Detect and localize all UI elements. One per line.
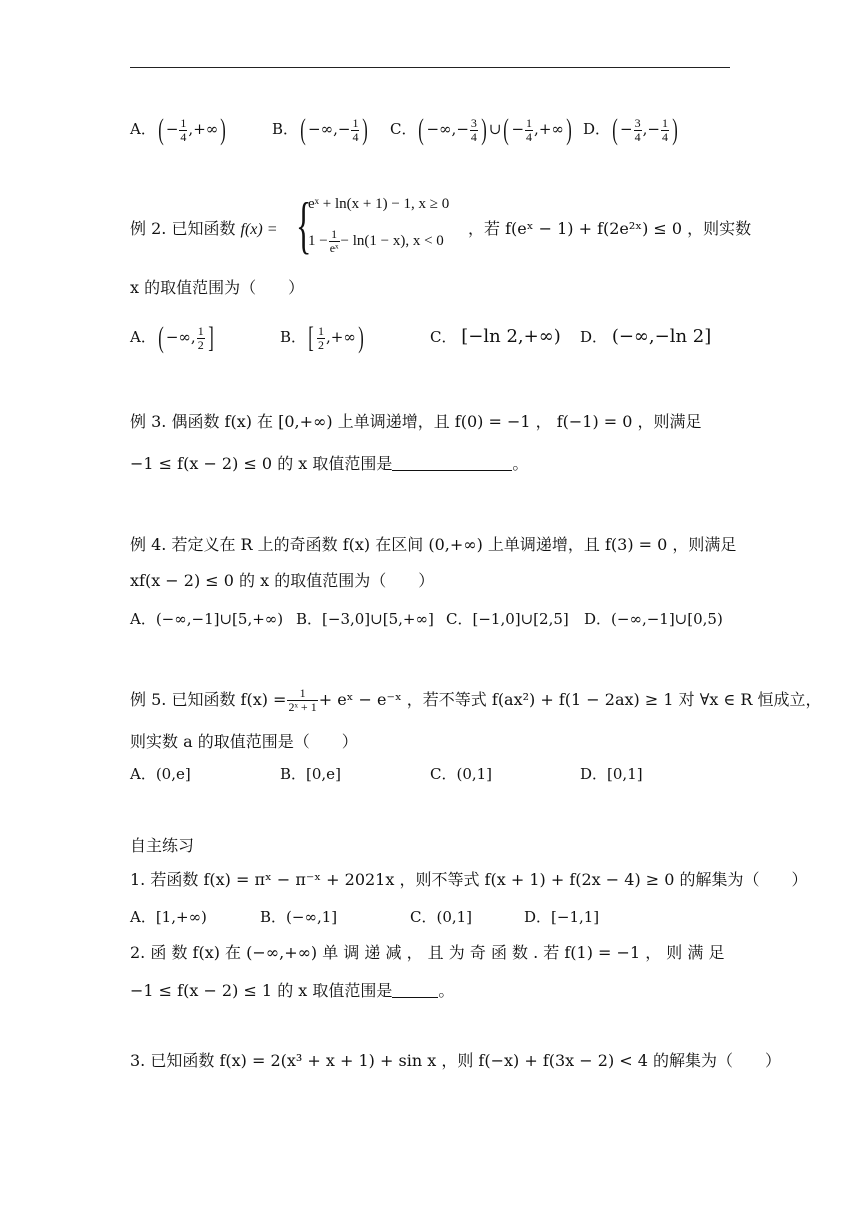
- ex4-option-d[interactable]: D．(−∞,−1]∪[0,5): [584, 610, 723, 628]
- practice-3: 3. 已知函数 f(x) = 2(x³ + x + 1) + sin x ，则 f(−x) + f(3x − 2) < 4 的解集为（ ）: [130, 1051, 782, 1070]
- ex5-line-2: 则实数 a 的取值范围是（ ）: [130, 732, 358, 751]
- q1-option-d[interactable]: D．( − $\frac{3}{4}$ ,− $\frac{1}{4}$ ): [583, 113, 678, 146]
- ex3-line-2: −1 ≤ f(x − 2) ≤ 0 的 x 取值范围是 。: [130, 454, 529, 473]
- ex5-line-1: 例 5. 已知函数 f(x) = $\frac{1}{\text{2ˣ + 1}}$ + eˣ − e⁻ˣ ，若不等式 f(ax²) + f(1 − 2ax) ≥ 1 对 ∀x ∈ R 恒成立，: [130, 686, 822, 714]
- q1-option-b[interactable]: B．( −∞,− $\frac{1}{4}$ ): [272, 113, 369, 146]
- ex2-condition: ，若 f(eˣ − 1) + f(2e²ˣ) ≤ 0 ，则实数: [468, 219, 752, 238]
- ex5-option-a[interactable]: A．(0,e]: [130, 765, 191, 783]
- ex2-question: x 的取值范围为（ ）: [130, 278, 305, 297]
- ex4-option-c[interactable]: C．[−1,0]∪[2,5]: [446, 610, 569, 628]
- ex4-option-b[interactable]: B．[−3,0]∪[5,+∞]: [296, 610, 434, 628]
- ex2-option-b[interactable]: B．[ $\frac{1}{2}$ ,+∞): [280, 321, 364, 354]
- ex3-line-1: 例 3. 偶函数 f(x) 在 [0,+∞) 上单调递增，且 f(0) = −1 ， f(−1) = 0 ，则满足: [130, 412, 702, 431]
- practice-1-option-a[interactable]: A．[1,+∞): [130, 908, 207, 926]
- ex2-option-c[interactable]: C． [−ln 2,+∞): [430, 326, 561, 347]
- practice-2-line-1: 2. 函 数 f(x) 在 (−∞,+∞) 单 调 递 减 ， 且 为 奇 函 数 . 若 f(1) = −1 ， 则 满 足: [130, 943, 725, 962]
- ex4-line-2: xf(x − 2) ≤ 0 的 x 的取值范围为（ ）: [130, 571, 435, 590]
- ex2-option-d[interactable]: D． (−∞,−ln 2]: [580, 326, 712, 347]
- practice-heading: 自主练习: [130, 836, 195, 855]
- practice-2-line-2: −1 ≤ f(x − 2) ≤ 1 的 x 取值范围是 。: [130, 981, 455, 1000]
- header-rule: [130, 67, 730, 68]
- practice-1-option-d[interactable]: D．[−1,1]: [524, 908, 600, 926]
- q1-option-a[interactable]: A．( − $\frac{1}{4}$ ,+∞): [130, 113, 227, 146]
- practice-1-option-b[interactable]: B．(−∞,1]: [260, 908, 338, 926]
- ex4-line-1: 例 4. 若定义在 R 上的奇函数 f(x) 在区间 (0,+∞) 上单调递增，且 f(3) = 0 ，则满足: [130, 535, 737, 554]
- ex2-piece-2: 1 − $\frac{1}{\text{eˣ}}$ − ln(1 − x), x < 0: [308, 227, 444, 255]
- ex5-option-b[interactable]: B．[0,e]: [280, 765, 341, 783]
- q1-option-c[interactable]: C．( −∞,− $\frac{3}{4}$ ) ∪( − $\frac{1}{4}$ ,+∞): [390, 113, 572, 146]
- fraction: $\frac{1}{4}$: [180, 115, 187, 144]
- ex5-option-c[interactable]: C．(0,1]: [430, 765, 493, 783]
- ex2-prefix: 例 2. 已知函数 f(x) =: [130, 219, 278, 238]
- ex5-option-d[interactable]: D．[0,1]: [580, 765, 643, 783]
- practice-1: 1. 若函数 f(x) = πˣ − π⁻ˣ + 2021x ，则不等式 f(x + 1) + f(2x − 4) ≥ 0 的解集为（ ）: [130, 870, 808, 889]
- ex4-option-a[interactable]: A．(−∞,−1]∪[5,+∞): [130, 610, 284, 628]
- piecewise-brace: {: [296, 189, 312, 260]
- ex2-option-a[interactable]: A．( −∞, $\frac{1}{2}$ ]: [130, 321, 214, 354]
- ex2-piece-1: eˣ + ln(x + 1) − 1, x ≥ 0: [308, 196, 450, 212]
- practice-1-option-c[interactable]: C．(0,1]: [410, 908, 473, 926]
